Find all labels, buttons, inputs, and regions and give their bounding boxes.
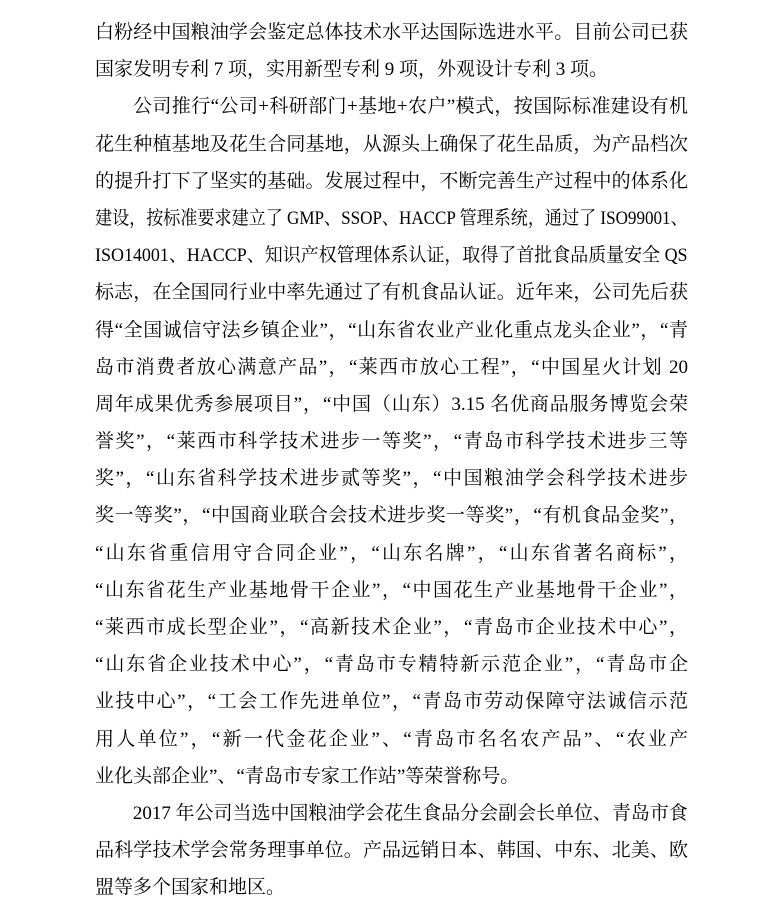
text-line: 得“全国诚信守法乡镇企业”，“山东省农业产业化重点龙头企业”，“青 <box>95 319 688 341</box>
text-line: 业化头部企业”、“青岛市专家工作站”等荣誉称号。 <box>95 765 520 787</box>
text-line: 岛市消费者放心满意产品”，“莱西市放心工程”，“中国星火计划 20 <box>95 356 688 378</box>
text-line: 的提升打下了坚实的基础。发展过程中，不断完善生产过程中的体系化 <box>95 170 688 192</box>
text-line: 花生种植基地及花生合同基地，从源头上确保了花生品质，为产品档次 <box>95 133 688 155</box>
text-line: 标志，在全国同行业中率先通过了有机食品认证。近年来，公司先后获 <box>95 282 688 304</box>
text-line: ISO14001、HACCP、知识产权管理体系认证，取得了首批食品质量安全 QS <box>95 245 688 267</box>
text-line: 公司推行“公司+科研部门+基地+农户”模式，按国际标准建设有机 <box>133 96 688 118</box>
paragraph <box>95 14 688 88</box>
text-line: 奖一等奖”，“中国商业联合会技术进步奖一等奖”，“有机食品金奖”， <box>95 505 688 527</box>
text-line: 2017 年公司当选中国粮油学会花生食品分会副会长单位、青岛市食 <box>132 802 688 824</box>
text-line: 建设，按标准要求建立了 GMP、SSOP、HACCP 管理系统，通过了 ISO99001、 <box>95 207 688 229</box>
text-line: 白粉经中国粮油学会鉴定总体技术水平达国际选进水平。目前公司已获 <box>95 22 688 43</box>
text-line: 奖”，“山东省科学技术进步贰等奖”，“中国粮油学会科学技术进步 <box>95 468 688 490</box>
text-line: 国家发明专利 7 项，实用新型专利 9 项，外观设计专利 3 项。 <box>95 59 609 81</box>
document-body <box>95 14 688 907</box>
text-line: “山东省花生产业基地骨干企业”，“中国花生产业基地骨干企业”， <box>95 579 688 601</box>
text-line: 周年成果优秀参展项目”，“中国（山东）3.15 名优商品服务博览会荣 <box>95 393 688 415</box>
text-line: “山东省企业技术中心”，“青岛市专精特新示范企业”，“青岛市企 <box>95 654 688 676</box>
text-line: “山东省重信用守合同企业”，“山东名牌”，“山东省著名商标”， <box>95 542 688 564</box>
text-line: “莱西市成长型企业”，“高新技术企业”，“青岛市企业技术中心”， <box>95 617 688 638</box>
text-line: 品科学技术学会常务理事单位。产品远销日本、韩国、中东、北美、欧 <box>95 840 688 862</box>
text-line: 业技中心”，“工会工作先进单位”，“青岛市劳动保障守法诚信示范 <box>95 691 688 713</box>
paragraph <box>95 795 688 907</box>
paragraph <box>95 88 688 795</box>
text-line: 誉奖”，“莱西市科学技术进步一等奖”，“青岛市科学技术进步三等 <box>95 431 688 453</box>
text-line: 用人单位”，“新一代金花企业”、“青岛市名名农产品”、“农业产 <box>95 728 688 750</box>
text-line: 盟等多个国家和地区。 <box>95 877 286 899</box>
